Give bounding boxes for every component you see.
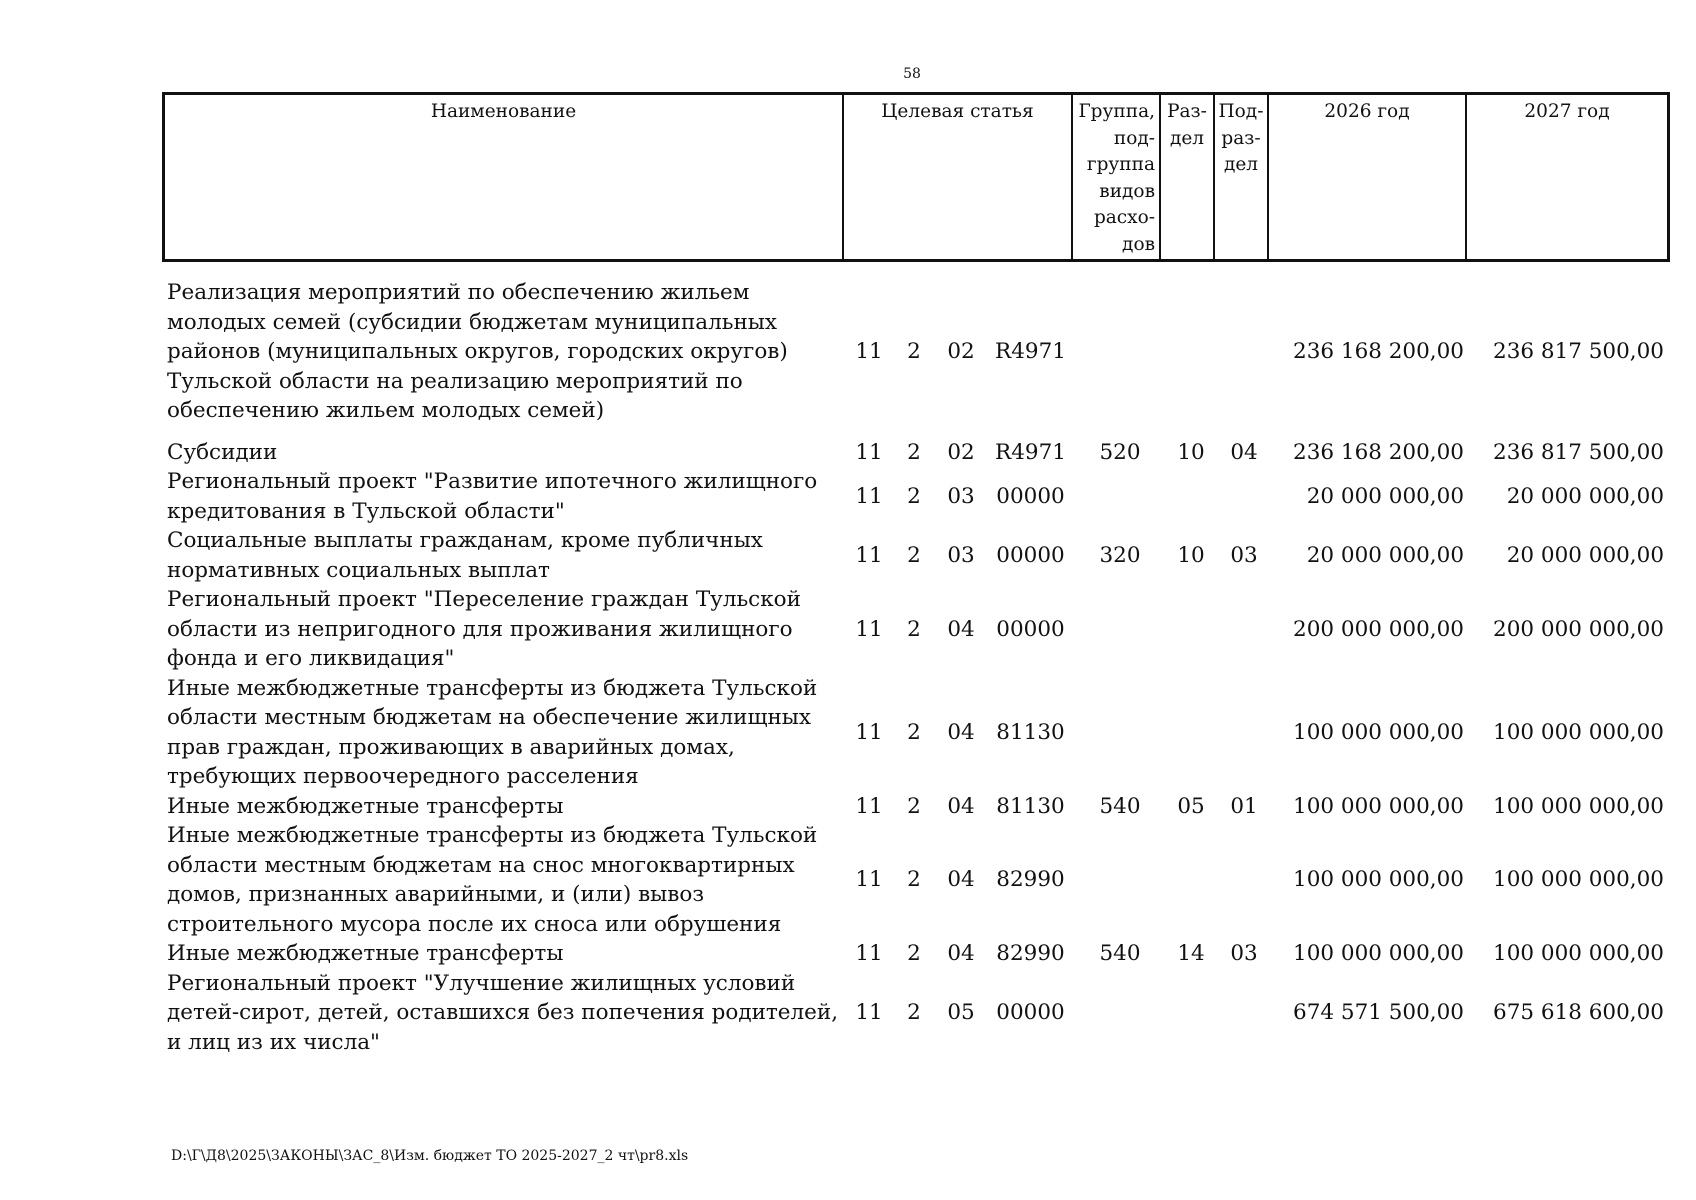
target-article-part-2: 2 <box>907 439 921 465</box>
amount-2026: 20 000 000,00 <box>1306 542 1464 568</box>
header-subsection: Под- раз- дел <box>1215 95 1269 259</box>
target-article-part-3: 04 <box>947 867 975 893</box>
target-article-part-4: 00000 <box>996 616 1065 642</box>
target-article-part-2: 2 <box>907 1000 921 1025</box>
amount-2026: 100 000 000,00 <box>1293 867 1464 893</box>
table-row <box>162 969 1670 1058</box>
amount-2027: 675 618 600,00 <box>1493 1000 1664 1025</box>
row-name: Иные межбюджетные трансферты <box>167 941 564 966</box>
amount-2026: 20 000 000,00 <box>1306 483 1464 509</box>
target-article-part-2: 2 <box>907 867 921 893</box>
amount-2027: 100 000 000,00 <box>1493 719 1664 745</box>
amount-2027: 20 000 000,00 <box>1506 483 1664 509</box>
target-article-part-1: 11 <box>855 1000 883 1025</box>
table-row <box>162 526 1670 585</box>
expense-group: 320 <box>1099 542 1141 568</box>
amount-2026: 236 168 200,00 <box>1293 439 1464 465</box>
target-article-part-3: 04 <box>947 941 975 966</box>
table-row <box>162 585 1670 674</box>
amount-2026: 100 000 000,00 <box>1293 793 1464 819</box>
target-article-part-4: R4971 <box>995 339 1066 364</box>
table-row <box>162 674 1670 792</box>
target-article-part-3: 03 <box>947 542 975 568</box>
header-target-article: Целевая статья <box>844 95 1073 259</box>
target-article-part-2: 2 <box>907 542 921 568</box>
target-article-part-1: 11 <box>855 793 883 819</box>
amount-2027: 20 000 000,00 <box>1506 542 1664 568</box>
expense-group: 540 <box>1099 941 1141 966</box>
target-article-part-3: 04 <box>947 793 975 819</box>
header-section: Раз- дел <box>1161 95 1215 259</box>
target-article-part-3: 02 <box>947 439 975 465</box>
target-article-part-1: 11 <box>855 867 883 893</box>
row-name: Региональный проект "Развитие ипотечного жилищного кредитования в Тульской области" <box>167 469 818 524</box>
amount-2027: 100 000 000,00 <box>1493 867 1664 893</box>
row-name: Региональный проект "Переселение граждан Тульской области из непригодного для проживания жилищного фонда и его ликвидация" <box>167 587 801 671</box>
header-name: Наименование <box>165 95 844 259</box>
row-name: Реализация мероприятий по обеспечению жильем молодых семей (субсидии бюджетам муниципальных районов (муниципальных округов, городских округов) Тульской области на реализацию мероприятий по обеспечению жильем молодых семей) <box>167 280 788 423</box>
target-article-part-3: 04 <box>947 719 975 745</box>
expense-group: 520 <box>1099 439 1141 465</box>
table-row <box>162 278 1670 426</box>
section: 10 <box>1177 439 1205 465</box>
target-article-part-1: 11 <box>855 719 883 745</box>
target-article-part-4: 00000 <box>996 1000 1065 1025</box>
amount-2026: 674 571 500,00 <box>1293 1000 1464 1025</box>
amount-2027: 100 000 000,00 <box>1493 941 1664 966</box>
section: 05 <box>1177 793 1205 819</box>
header-year-2026: 2026 год <box>1269 95 1467 259</box>
amount-2026: 236 168 200,00 <box>1293 339 1464 364</box>
amount-2027: 236 817 500,00 <box>1493 339 1664 364</box>
file-path-footer: D:\Г\Д8\2025\ЗАКОНЫ\ЗАС_8\Изм. бюджет ТО 2025-2027_2 чт\pr8.xls <box>171 1148 689 1164</box>
target-article-part-2: 2 <box>907 941 921 966</box>
amount-2026: 100 000 000,00 <box>1293 941 1464 966</box>
target-article-part-1: 11 <box>855 483 883 509</box>
header-year-2027: 2027 год <box>1524 101 1610 122</box>
header-group: Группа, под- группа видов расхо- дов <box>1073 95 1161 259</box>
table-row <box>162 438 1670 468</box>
subsection: 04 <box>1230 439 1258 465</box>
target-article-part-2: 2 <box>907 616 921 642</box>
table-body <box>162 278 1670 1057</box>
target-article-part-3: 02 <box>947 339 975 364</box>
target-article-part-1: 11 <box>855 616 883 642</box>
row-name: Субсидии <box>167 439 278 465</box>
target-article-part-1: 11 <box>855 542 883 568</box>
target-article-part-2: 2 <box>907 483 921 509</box>
target-article-part-4: R4971 <box>995 439 1066 465</box>
table-row <box>162 939 1670 969</box>
amount-2027: 200 000 000,00 <box>1493 616 1664 642</box>
table-row <box>162 467 1670 526</box>
target-article-part-4: 00000 <box>996 483 1065 509</box>
target-article-part-3: 04 <box>947 616 975 642</box>
target-article-part-2: 2 <box>907 719 921 745</box>
table-row <box>162 792 1670 822</box>
amount-2027: 236 817 500,00 <box>1493 439 1664 465</box>
target-article-part-4: 82990 <box>996 867 1065 893</box>
target-article-part-2: 2 <box>907 339 921 364</box>
subsection: 03 <box>1230 542 1258 568</box>
row-name: Иные межбюджетные трансферты из бюджета Тульской области местным бюджетам на обеспечение жилищных прав граждан, проживающих в аварийных домах, требующих первоочередного расселения <box>167 675 818 789</box>
row-name: Региональный проект "Улучшение жилищных условий детей-сирот, детей, оставшихся без попечения родителей, и лиц из их числа" <box>167 970 839 1055</box>
subsection: 01 <box>1230 793 1258 819</box>
target-article-part-1: 11 <box>855 941 883 966</box>
amount-2026: 100 000 000,00 <box>1293 719 1464 745</box>
target-article-part-4: 81130 <box>996 719 1065 745</box>
subsection: 03 <box>1230 941 1258 966</box>
target-article-part-4: 81130 <box>996 793 1065 819</box>
target-article-part-3: 03 <box>947 483 975 509</box>
page-number: 58 <box>903 66 921 82</box>
target-article-part-4: 82990 <box>996 941 1065 966</box>
table-row <box>162 821 1670 939</box>
amount-2026: 200 000 000,00 <box>1293 616 1464 642</box>
row-name: Иные межбюджетные трансферты <box>167 793 564 819</box>
target-article-part-2: 2 <box>907 793 921 819</box>
target-article-part-1: 11 <box>855 439 883 465</box>
row-name: Иные межбюджетные трансферты из бюджета Тульской области местным бюджетам на снос многоквартирных домов, признанных аварийными, и (или) вывоз строительного мусора после их сноса или обрушения <box>167 823 818 937</box>
amount-2027: 100 000 000,00 <box>1493 793 1664 819</box>
target-article-part-4: 00000 <box>996 542 1065 568</box>
section: 10 <box>1177 542 1205 568</box>
table-header <box>162 92 1670 262</box>
target-article-part-1: 11 <box>855 339 883 364</box>
target-article-part-3: 05 <box>947 1000 975 1025</box>
row-name: Социальные выплаты гражданам, кроме публичных нормативных социальных выплат <box>167 528 763 583</box>
expense-group: 540 <box>1099 793 1141 819</box>
section: 14 <box>1177 941 1205 966</box>
